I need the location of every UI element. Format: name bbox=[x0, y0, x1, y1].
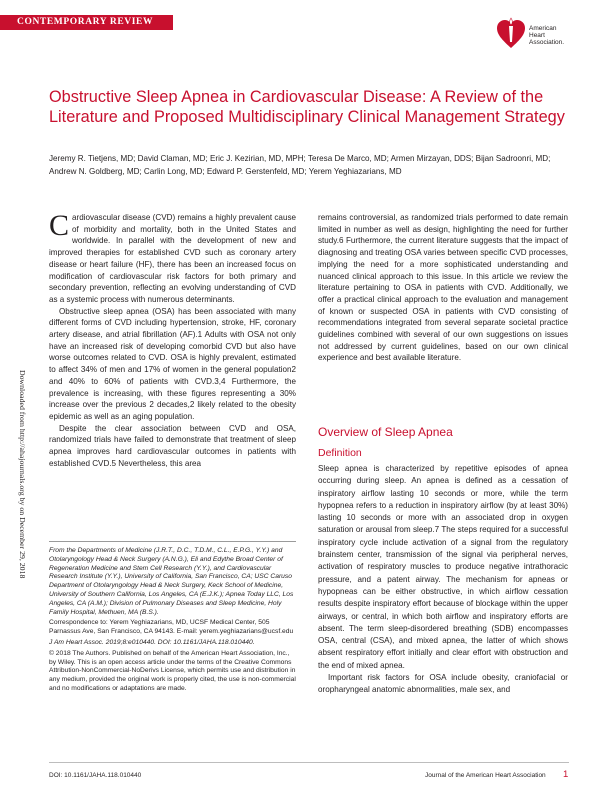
right-column-top bbox=[318, 212, 568, 364]
logo-wordmark bbox=[529, 25, 564, 47]
subsection-heading: Definition bbox=[318, 447, 362, 459]
footer-doi: DOI: 10.1161/JAHA.118.010440 bbox=[49, 772, 142, 779]
aha-logo bbox=[496, 16, 576, 52]
intro-paragraph bbox=[49, 209, 296, 306]
logo-line-1: American bbox=[529, 25, 557, 32]
left-column bbox=[49, 209, 296, 469]
body-paragraph: Obstructive sleep apnea (OSA) has been associated with many different forms of CVD including hypertension, stroke, HF, coronary artery disease, and atrial fibrillation (AF).1 Adults with OSA not only have an increased risk of developing comorbid CVD but also have worse outcomes related to CVD. OSA is highly prevalent, estimated to affect 34% of men and 17% of women in the general population2 and 40% to 60% of patients with CVD.3,4 Furthermore, the prevalence is increasing, with these figures representing a 30% increase over the previous 2 decades,2 likely related to the obesity epidemic as well as an aging population. bbox=[49, 306, 296, 421]
article-type-banner bbox=[0, 15, 173, 30]
logo-line-2: Heart bbox=[529, 32, 545, 40]
heart-torch-icon bbox=[496, 16, 526, 50]
author-list: Jeremy R. Tietjens, MD; David Claman, MD; Eric J. Kezirian, MD, MPH; Teresa De Marco, MD; Armen Mirzayan, DDS; Bijan Sadroonri, MD; Andrew N. Goldberg, MD; Carlin Long, MD; Edward P. Gerstenfeld, MD; Yerem Yeghiazarians, MD bbox=[49, 154, 551, 176]
footnotes bbox=[49, 547, 296, 696]
correspondence-note: Correspondence to: Yerem Yeghiazarians, MD, UCSF Medical Center, 505 Parnassus Ave, San Francisco, CA 94143. E-mail: yerem.yeghiazarians@ucsf.edu bbox=[49, 619, 294, 636]
footer-journal: Journal of the American Heart Association bbox=[425, 772, 546, 779]
drop-cap: C bbox=[49, 209, 70, 242]
citation-note: J Am Heart Assoc. 2019;8:e010440. DOI: 10.1161/JAHA.118.010440. bbox=[49, 638, 255, 646]
article-title: Obstructive Sleep Apnea in Cardiovascular Disease: A Review of the Literature and Proposed Multidisciplinary Clinical Management Strategy bbox=[49, 88, 565, 126]
body-paragraph: Sleep apnea is characterized by repetitive episodes of apnea occurring during sleep. An apnea is defined as a cessation of inspiratory airflow lasting 10 seconds or more, while the term hypopnea refers to a reduction in inspiratory airflow (by at least 30%) lasting 10 seconds or more with an associated drop in oxygen saturation or arousal from sleep.7 The steps required for a successful inspiratory cycle include activation of a signal from the regulatory brainstem center, transmission of the signal via peripheral nerves, activation of respiratory muscles to produce negative intrathoracic pressure, and a patent airway. The mechanism for apneas or hypopneas can be either obstructive, in which airflow cessation results despite inspiratory effort because of blockage within the upper airways, or central, in which both airflow and inspiratory efforts are absent. The term sleep-disordered breathing (SDB) encompasses OSA, central (CSA), and mixed apnea, the latter of which shows absent respiratory effort initially and clear effort with obstruction and the end of mixed apnea. bbox=[318, 464, 568, 670]
logo-line-3: Association. bbox=[529, 39, 565, 47]
article-type-label: CONTEMPORARY REVIEW bbox=[17, 17, 154, 27]
body-paragraph: remains controversial, as randomized trials performed to date remain limited in number as well as design, highlighting the need for further study.6 Furthermore, the current literature suggests that the impact of diagnosing and treating OSA varies between specific CVD processes, implying the need for a more sophisticated understanding and nuanced clinical approach to this issue. In this article we review the literature pertaining to OSA in patients with CVD. Additionally, we offer a practical clinical approach to the evaluation and management of known or suspected OSA in patients with CVD consisting of recommendations integrated from several separate societal practice guidelines combined with several of our own suggestions on issues not addressed by current guidelines, based on our own clinical experience and best available literature. bbox=[318, 213, 568, 363]
download-note bbox=[15, 370, 29, 790]
download-note-text: Downloaded from http://ahajournals.org by on December 29, 2018 bbox=[18, 370, 27, 579]
footnote-divider bbox=[49, 541, 296, 542]
footer-divider bbox=[49, 762, 569, 763]
body-paragraph: Important risk factors for OSA include obesity, craniofacial or oropharyngeal anatomic abnormalities, male sex, and bbox=[318, 673, 568, 695]
body-paragraph: Despite the clear association between CVD and OSA, randomized trials have failed to demonstrate that treatment of sleep apnea improves hard cardiovascular outcomes in patients with established CVD.5 Nevertheless, this area bbox=[49, 423, 296, 468]
intro-paragraph-text: ardiovascular disease (CVD) remains a highly prevalent cause of morbidity and mortality, both in the United States and worldwide. In parallel with the development of new and improved therapies for established CVD such as coronary artery disease or heart failure (HF), there has been an increased focus on modification of cardiovascular risk factors for both primary and secondary prevention, reflecting an evolving understanding of CVD as a systemic process with numerous determinants. bbox=[49, 213, 296, 304]
right-column-bottom bbox=[318, 463, 568, 697]
section-heading: Overview of Sleep Apnea bbox=[318, 425, 453, 439]
page-number: 1 bbox=[563, 769, 569, 780]
license-note: © 2018 The Authors. Published on behalf of the American Heart Association, Inc., by Wiley. This is an open access article under the terms of the Creative Commons Attribution-NonCommercial-NoDerivs License, which permits use and distribution in any medium, provided the original work is properly cited, the use is non-commercial and no modifications or adaptations are made. bbox=[49, 649, 296, 692]
affiliations-note: From the Departments of Medicine (J.R.T., D.C., T.D.M., C.L., E.P.G., Y.Y.) and Otolaryngology Head & Neck Surgery (A.N.G.), Eli and Edythe Broad Center of Regeneration Medicine and Stem Cell Research (Y.Y.), and Cardiovascular Research Institute (Y.Y.), University of California, San Francisco, CA; USC Caruso Department of Otolaryngology Head & Neck Surgery, Keck School of Medicine, University of Southern California, Los Angeles, CA (E.J.K.); Apnea Today LLC, Los Angeles, CA (A.M.); Division of Pulmonary Diseases and Sleep Medicine, Holy Family Hospital, Methuen, MA (B.S.). bbox=[49, 547, 294, 616]
